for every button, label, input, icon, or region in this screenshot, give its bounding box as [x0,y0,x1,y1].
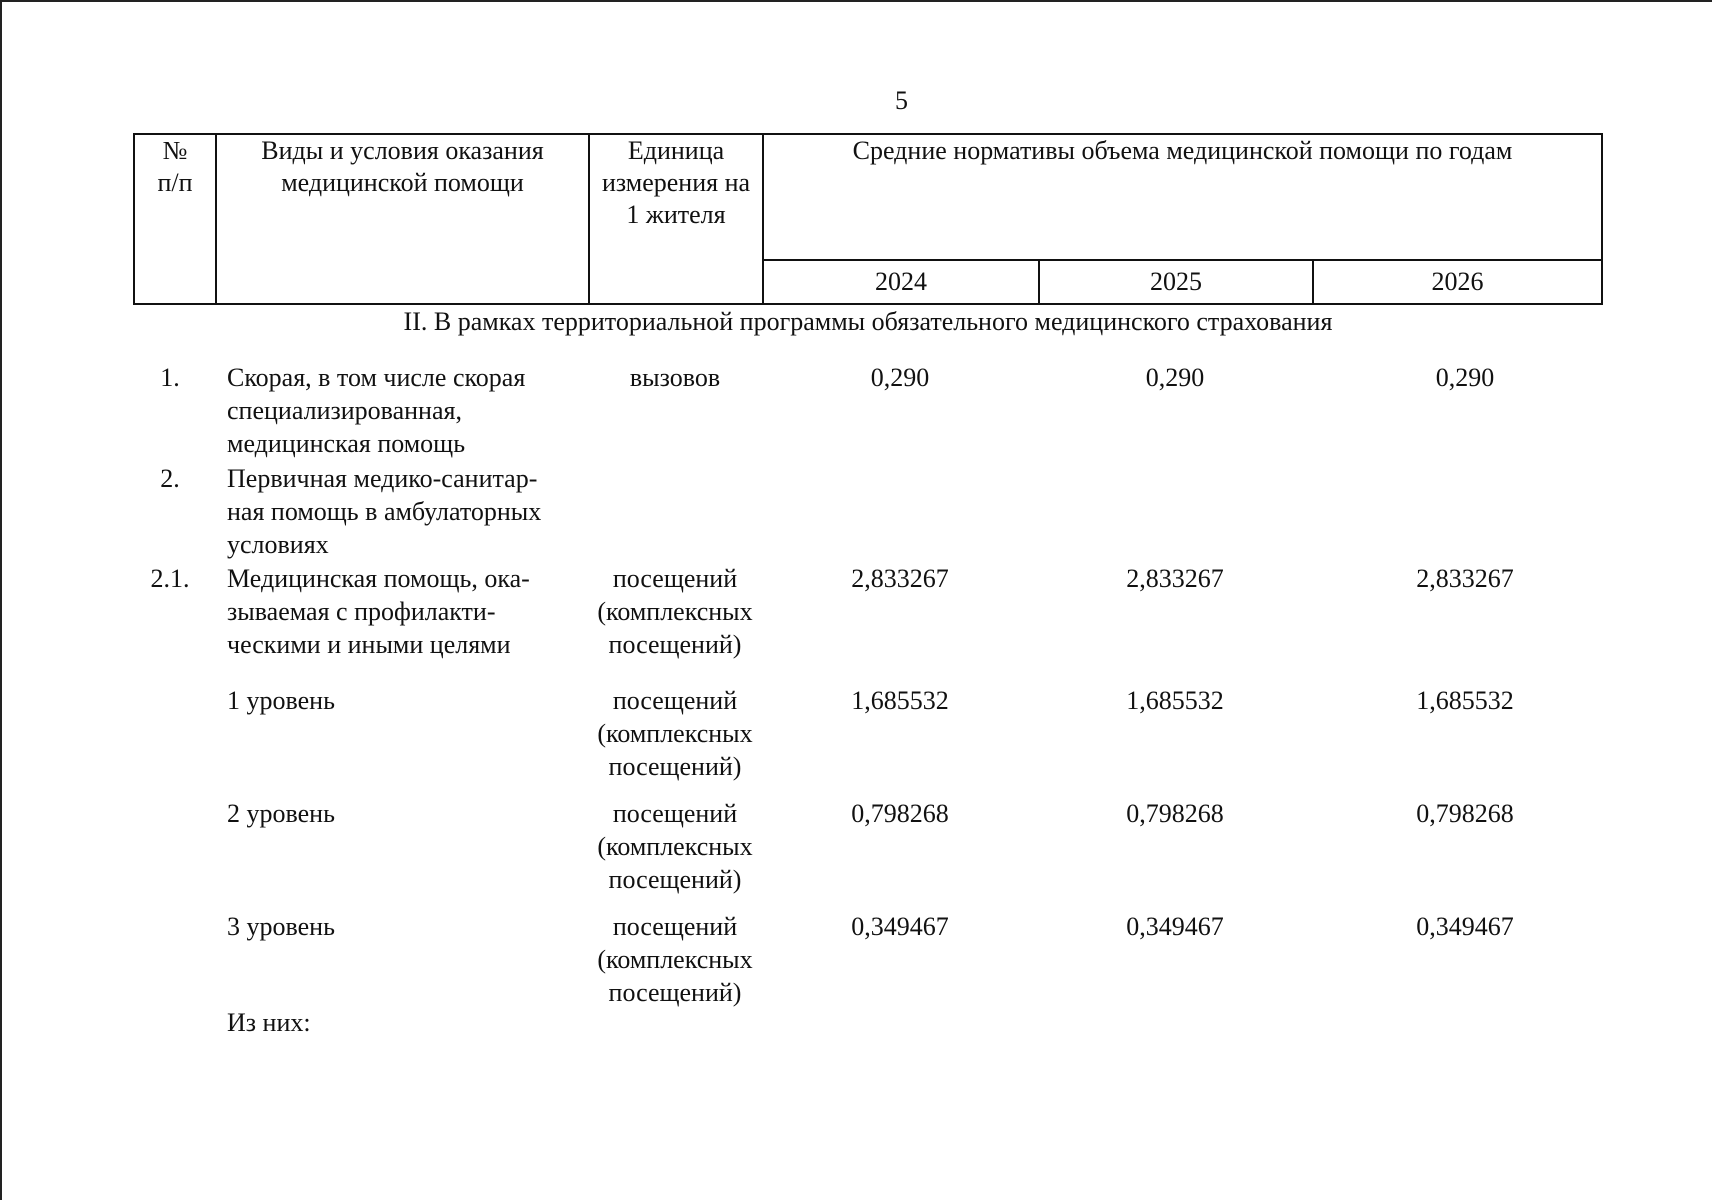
row-name: 2 уровень [227,799,335,828]
page-border-top [0,0,1712,2]
row-unit: посещений (комплексных посещений) [597,799,753,894]
row-value-2024: 0,798268 [851,799,949,828]
row-value-2026: 0,349467 [1416,912,1514,941]
row-name: 1 уровень [227,686,335,715]
page-border-left [0,0,2,1200]
table-header [133,133,1603,305]
row-unit: посещений (комплексных посещений) [597,912,753,1007]
header-col-type: Виды и условия оказания медицинской помощи [261,136,544,197]
row-value-2026: 0,798268 [1416,799,1514,828]
row-value-2024: 0,290 [870,363,930,392]
row-unit: вызовов [629,363,721,392]
row-unit: посещений (комплексных посещений) [597,564,753,659]
row-name: Первичная медико-санитар- ная помощь в амбулаторных условиях [227,464,542,559]
row-value-2026: 0,290 [1435,363,1495,392]
row-value-2024: 2,833267 [851,564,949,593]
row-name: Медицинская помощь, ока- зываемая с профилакти- ческими и иными целями [227,564,530,659]
row-value-2025: 1,685532 [1126,686,1224,715]
row-unit: посещений (комплексных посещений) [597,686,753,781]
row-name: Из них: [227,1008,311,1037]
row-value-2025: 0,290 [1145,363,1205,392]
row-value-2026: 2,833267 [1416,564,1514,593]
row-number: 1. [160,363,180,392]
header-divider [762,259,1601,261]
section-title: II. В рамках территориальной программы обязательного медицинского страхования [403,307,1333,336]
row-value-2024: 0,349467 [851,912,949,941]
row-value-2024: 1,685532 [851,686,949,715]
row-name: Скорая, в том числе скорая специализированная, медицинская помощь [227,363,526,458]
header-col-unit: Единица измерения на 1 жителя [601,136,751,229]
header-col-number: № п/п [157,136,193,197]
header-year-2024: 2024 [875,267,927,296]
row-value-2025: 0,349467 [1126,912,1224,941]
row-number: 2. [160,464,180,493]
header-year-2025: 2025 [1150,267,1202,296]
page-number: 5 [895,86,908,115]
row-value-2026: 1,685532 [1416,686,1514,715]
header-year-2026: 2026 [1431,267,1484,296]
header-col-norms: Средние нормативы объема медицинской помощи по годам [852,136,1513,165]
row-value-2025: 0,798268 [1126,799,1224,828]
row-number: 2.1. [150,564,190,593]
row-name: 3 уровень [227,912,335,941]
row-value-2025: 2,833267 [1126,564,1224,593]
